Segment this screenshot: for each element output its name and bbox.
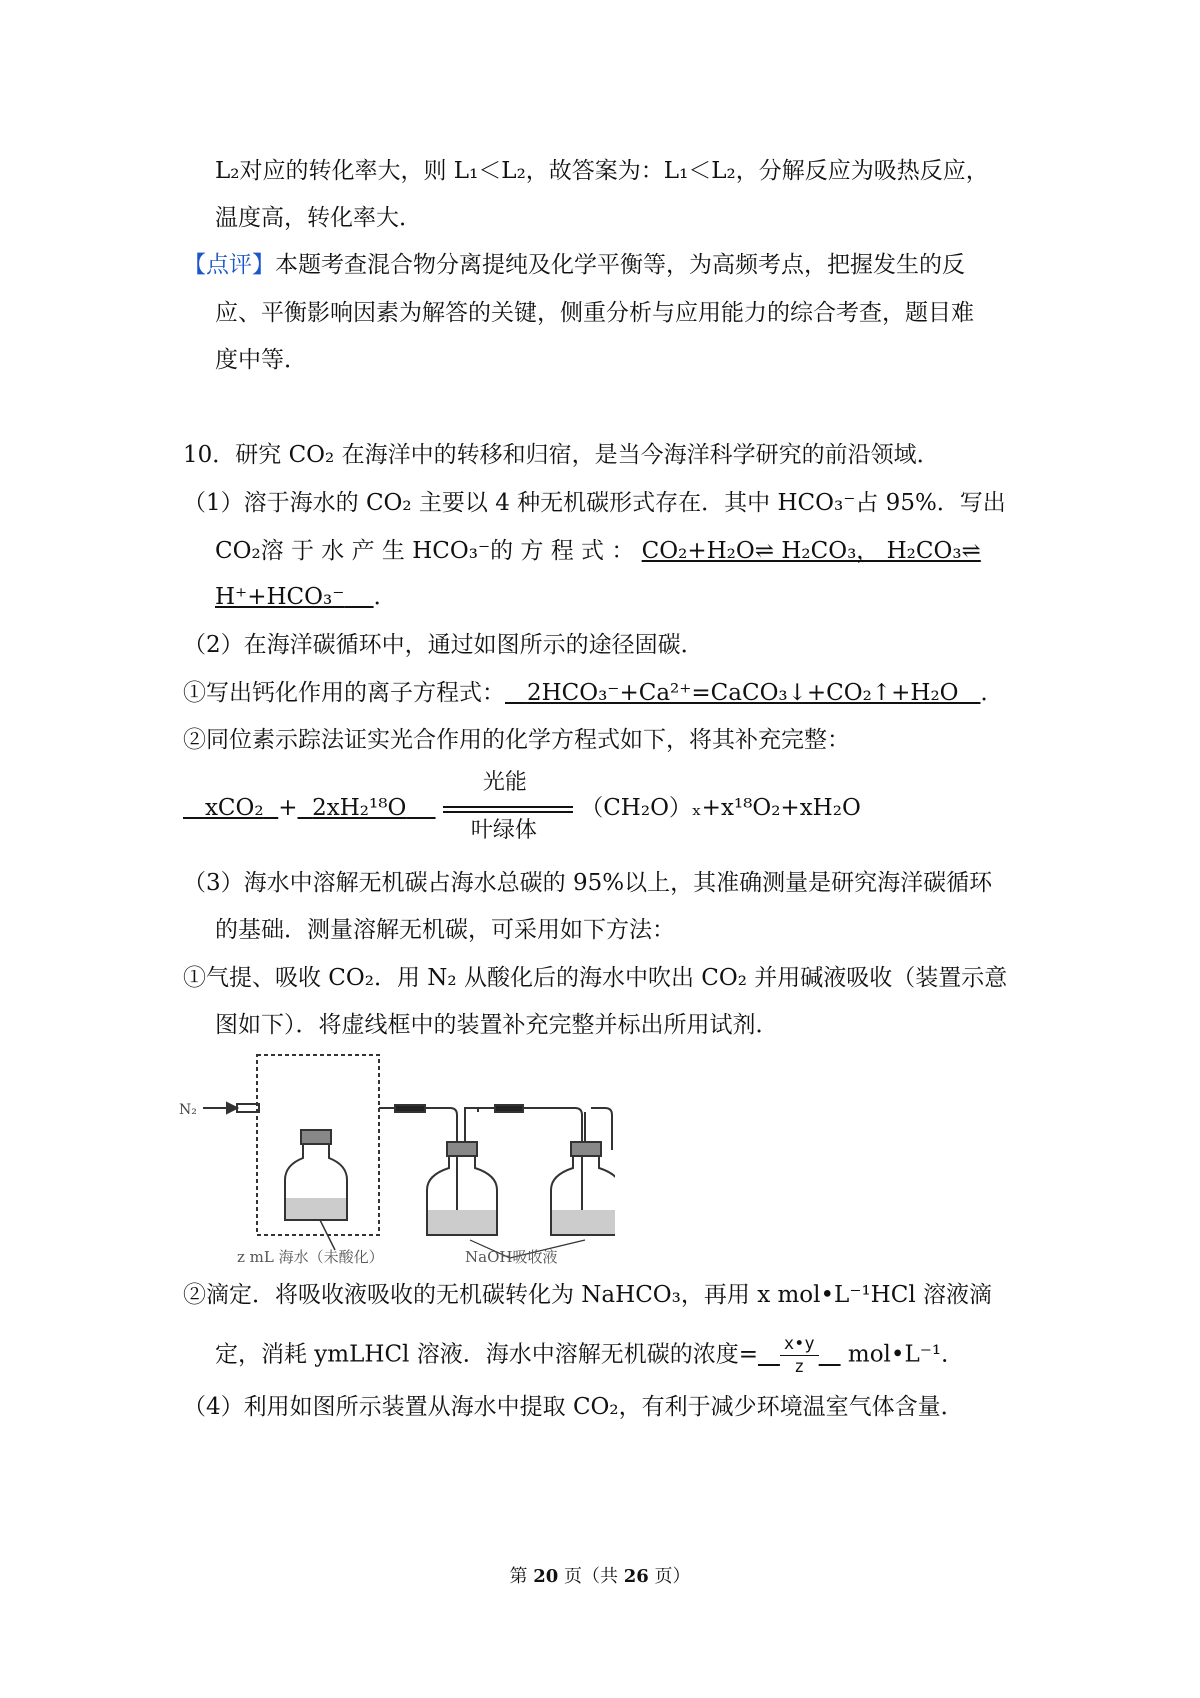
apparatus-diagram: [175, 1050, 615, 1270]
text-line: [215, 536, 981, 566]
text-line: （4）利用如图所示装置从海水中提取 CO₂，有利于减少环境温室气体含量．: [183, 1394, 964, 1420]
answer-fraction: [780, 1333, 819, 1378]
question-title: 10．研究 CO₂ 在海洋中的转移和归宿，是当今海洋科学研究的前沿领域．: [183, 442, 940, 468]
answer: H⁺+HCO₃⁻: [215, 584, 345, 610]
text-line: （2）在海洋碳循环中，通过如图所示的途径固碳．: [183, 632, 704, 658]
comment-line: [183, 250, 965, 280]
page-footer: 第 20 页（共 26 页）: [509, 1566, 691, 1587]
text-line: H⁺+HCO₃⁻ ．: [215, 584, 397, 610]
answer: CO₂+H₂O⇌ H₂CO₃， H₂CO₃⇌: [641, 538, 981, 564]
condition-top: 光能: [482, 770, 527, 795]
comment-tag: 【点评】: [183, 252, 275, 278]
page-total: 26: [623, 1566, 649, 1587]
text-line: [215, 1333, 964, 1378]
answer: xCO₂: [204, 795, 264, 821]
text-line: ②滴定．将吸收液吸收的无机碳转化为 NaHCO₃，再用 x mol•L⁻¹HCl 溶液滴: [183, 1282, 993, 1308]
text: 定，消耗 ymLHCl 溶液．海水中溶解无机碳的浓度=: [215, 1341, 758, 1368]
text-line: 图如下）．将虚线框中的装置补充完整并标出所用试剂．: [215, 1012, 779, 1038]
answer: 2HCO₃⁻+Ca²⁺=CaCO₃↓+CO₂↑+H₂O: [526, 680, 959, 706]
text-line: 应、平衡影响因素为解答的关键，侧重分析与应用能力的综合考查，题目难: [215, 300, 974, 326]
text-line: L₂对应的转化率大，则 L₁＜L₂，故答案为：L₁＜L₂，分解反应为吸热反应，: [215, 158, 989, 184]
equation: xCO₂ + 2xH₂¹⁸O 光能 叶绿体 （CH₂O）ₓ+x¹⁸O₂+xH₂O: [183, 793, 861, 824]
numerator: x•y: [780, 1333, 819, 1356]
text-line: ①写出钙化作用的离子方程式： 2HCO₃⁻+Ca²⁺=CaCO₃↓+CO₂↑+H₂O ．: [183, 680, 1004, 706]
n2-label: N₂: [179, 1102, 197, 1118]
text-line: ①气提、吸收 CO₂．用 N₂ 从酸化后的海水中吹出 CO₂ 并用碱液吸收（装置示意: [183, 965, 1008, 991]
text-line: 温度高，转化率大．: [215, 205, 422, 231]
text: （CH₂O）ₓ+x¹⁸O₂+xH₂O: [580, 795, 861, 821]
text-line: 度中等．: [215, 347, 307, 373]
text: mol•L⁻¹．: [847, 1341, 965, 1368]
seawater-label: z mL 海水（未酸化）: [237, 1248, 384, 1266]
text: ①写出钙化作用的离子方程式：: [183, 680, 505, 706]
text: CO₂溶 于 水 产 生 HCO₃⁻的 方 程 式 ：: [215, 538, 635, 564]
text-line: （3）海水中溶解无机碳占海水总碳的 95%以上，其准确测量是研究海洋碳循环: [183, 870, 993, 896]
condition-bottom: 叶绿体: [470, 818, 537, 843]
text-line: 的基础．测量溶解无机碳，可采用如下方法：: [215, 917, 675, 943]
page-number: 20: [533, 1566, 559, 1587]
answer: 2xH₂¹⁸O: [312, 795, 407, 821]
text: 本题考查混合物分离提纯及化学平衡等，为高频考点，把握发生的反: [275, 252, 965, 278]
text-line: （1）溶于海水的 CO₂ 主要以 4 种无机碳形式存在．其中 HCO₃⁻占 95%．写出: [183, 490, 1006, 516]
denominator: z: [794, 1357, 805, 1377]
text-line: ②同位素示踪法证实光合作用的化学方程式如下，将其补充完整：: [183, 727, 850, 753]
naoh-label: NaOH吸收液: [465, 1248, 558, 1266]
